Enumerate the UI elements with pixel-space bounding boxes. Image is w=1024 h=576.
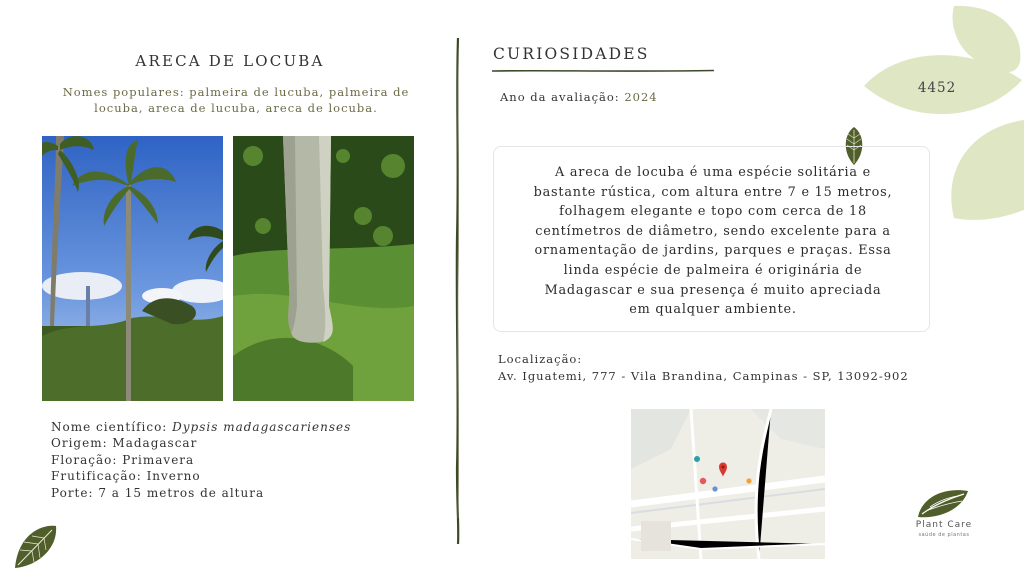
fruiting-row: Frutificação: Inverno — [51, 469, 201, 484]
size-row: Porte: 7 a 15 metros de altura — [51, 485, 265, 500]
scientific-name-value: Dypsis madagascarienses — [172, 420, 352, 434]
plant-specs — [51, 419, 351, 501]
vertical-divider — [455, 38, 461, 544]
popular-names-line-1: Nomes populares: palmeira de lucuba, palmeira de — [62, 85, 410, 99]
description-line: linda espécie de palmeira é originária de — [563, 262, 863, 278]
flowering-row: Floração: Primavera — [51, 452, 195, 467]
plant-title: ARECA DE LOCUBA — [135, 52, 325, 70]
section-title: CURIOSIDADES — [493, 45, 650, 63]
description-line: folhagem elegante e topo com cerca de 18 — [559, 204, 867, 220]
description-line: A areca de locuba é uma espécie solitária e — [554, 165, 872, 180]
year-label: Ano da avaliação: — [500, 90, 625, 104]
plant-id-badge: 4452 — [917, 80, 957, 96]
scientific-name-label: Nome científico: — [51, 420, 173, 434]
description-line: bastante rústica, com altura entre 7 e 15 metros, — [533, 184, 893, 200]
leaf-icon-bottom-left — [12, 524, 60, 570]
plant-care-logo-icon — [914, 487, 970, 519]
palm-tree-sky-photo — [42, 136, 223, 401]
year-value: 2024 — [624, 90, 658, 104]
popular-names — [52, 84, 420, 116]
palm-trunk-grass-photo — [233, 136, 414, 401]
brand-tagline: saúde de plantas — [918, 532, 970, 538]
evaluation-year — [500, 90, 658, 104]
description-line: ornamentação de jardins, parques e praças. Essa — [534, 243, 892, 259]
location-label: Localização: — [498, 352, 583, 366]
origin-row: Origem: Madagascar — [51, 436, 198, 451]
scientific-name-row — [51, 419, 351, 435]
description-line: Madagascar e sua presença é muito apreciada — [544, 282, 882, 298]
location-map[interactable] — [631, 409, 825, 559]
description-line: em qualquer ambiente. — [629, 302, 797, 318]
location-address: Av. Iguatemi, 777 - Vila Brandina, Campinas - SP, 13092-902 — [498, 369, 909, 383]
brand-name: Plant Care — [915, 520, 973, 530]
description-line: centímetros de diâmetro, sendo excelente para a — [535, 223, 891, 239]
popular-names-line-2: locuba, areca de lucuba, areca de locuba. — [94, 101, 378, 115]
title-underline — [492, 69, 714, 73]
description-text — [503, 163, 923, 320]
